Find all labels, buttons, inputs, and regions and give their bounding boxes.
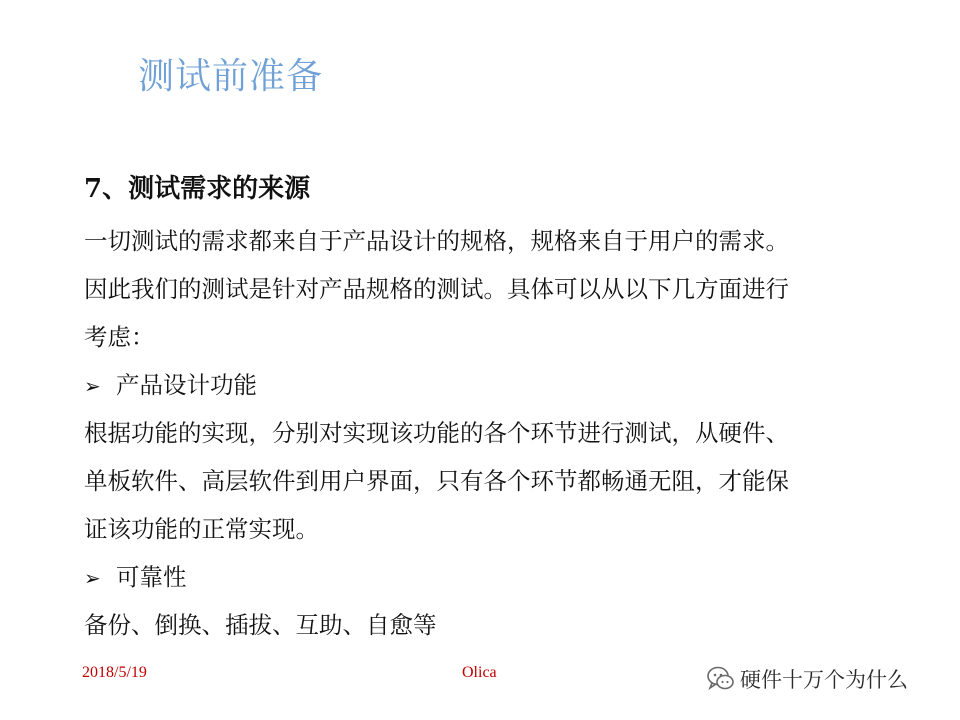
paragraph-line: 一切测试的需求都来自于产品设计的规格，规格来自于用户的需求。 (84, 227, 789, 255)
chat-bubble-icon (706, 664, 736, 694)
section-heading: 7、测试需求的来源 (84, 174, 311, 204)
paragraph-line: 因此我们的测试是针对产品规格的测试。具体可以从以下几方面进行 (84, 275, 789, 303)
footer-author: Olica (462, 664, 497, 681)
footer-date: 2018/5/19 (82, 664, 147, 681)
paragraph-line: 根据功能的实现，分别对实现该功能的各个环节进行测试，从硬件、 (84, 419, 789, 447)
slide-title: 测试前准备 (138, 56, 324, 97)
bullet-label: 可靠性 (116, 563, 187, 591)
watermark-text: 硬件十万个为什么 (740, 668, 908, 692)
bullet-label: 产品设计功能 (116, 371, 257, 399)
watermark (706, 662, 908, 696)
bullet-item-product-function (84, 366, 257, 400)
paragraph-line: 备份、倒换、插拔、互助、自愈等 (84, 611, 437, 639)
paragraph-line: 考虑： (84, 323, 155, 351)
arrow-bullet-icon: ➢ (84, 374, 101, 398)
paragraph-line: 单板软件、高层软件到用户界面，只有各个环节都畅通无阻，才能保 (84, 467, 789, 495)
paragraph-line: 证该功能的正常实现。 (84, 515, 319, 543)
bullet-item-reliability (84, 558, 187, 592)
arrow-bullet-icon: ➢ (84, 566, 101, 590)
